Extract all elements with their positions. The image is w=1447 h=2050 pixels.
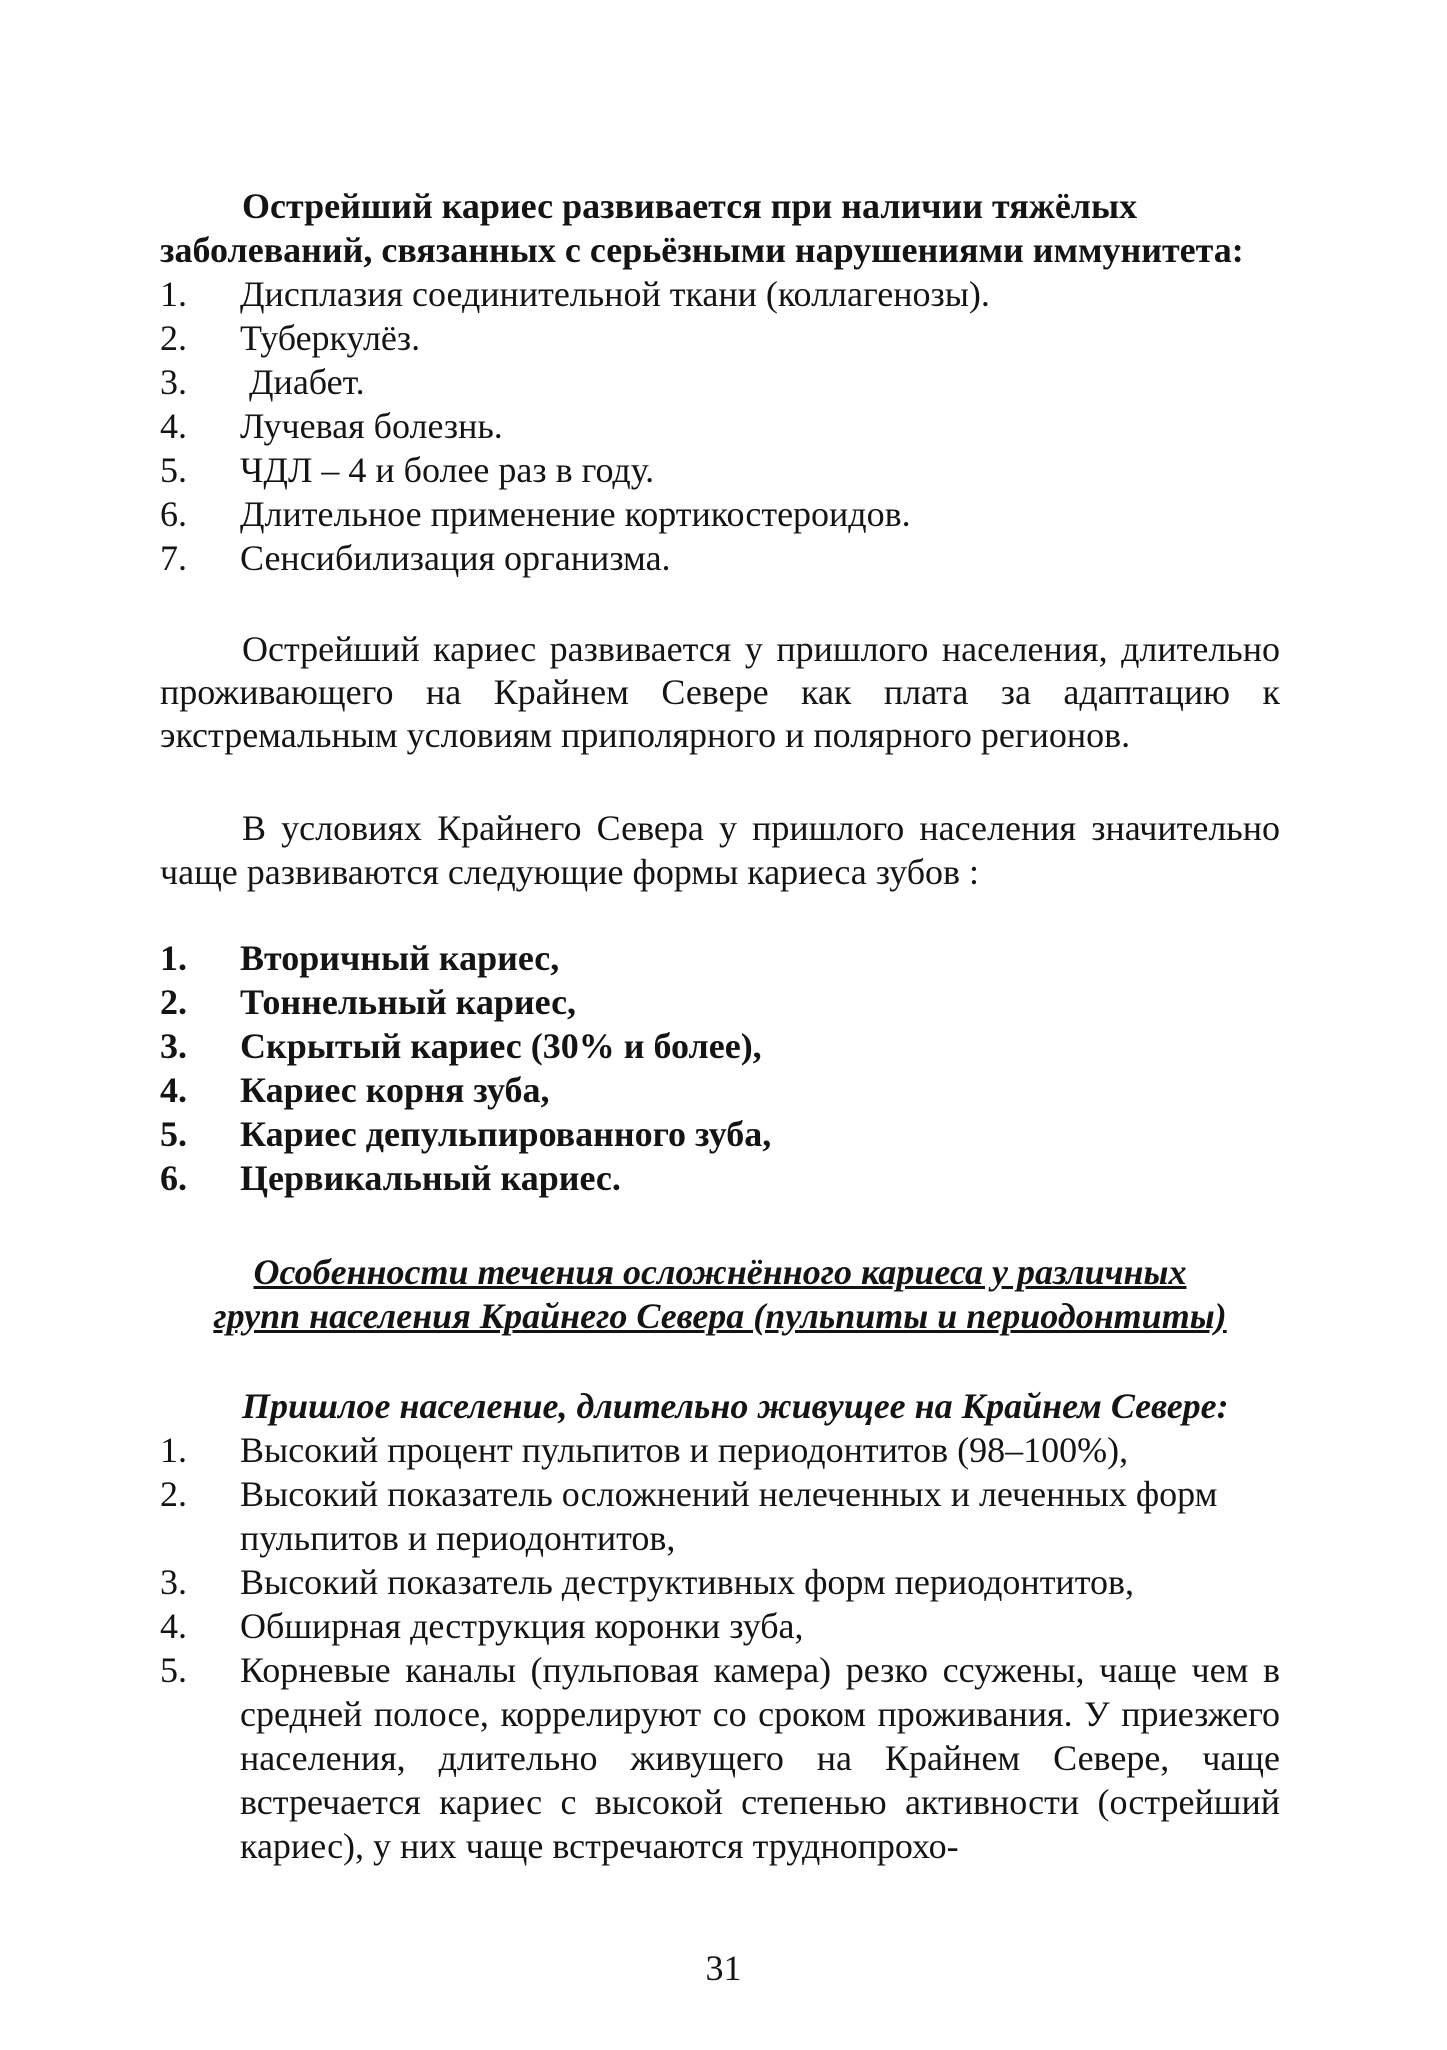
paragraph-forms-intro: В условиях Крайнего Севера у пришлого населения значительно чаще развиваются следующие формы кариеса зубов : (160, 808, 1280, 892)
item-text: Цервикальный кариес. (240, 1158, 621, 1198)
list-item (160, 1428, 1280, 1472)
diseases-list (160, 272, 1280, 580)
item-number: 3. (160, 362, 187, 402)
section-title-line2: групп населения Крайнего Севера (пульпиты и периодонтиты) (213, 1296, 1227, 1336)
item-text: Кариес корня зуба, (240, 1070, 550, 1110)
item-text: ЧДЛ – 4 и более раз в году. (240, 450, 655, 490)
item-number: 3. (160, 1026, 187, 1066)
list-item (160, 316, 1280, 360)
list-item (160, 272, 1280, 316)
section-subheading: Пришлое население, длительно живущее на Крайнем Севере: (242, 1386, 1229, 1426)
item-number: 2. (160, 1474, 187, 1514)
item-text: Вторичный кариес, (240, 938, 560, 978)
list-item (160, 1112, 1280, 1156)
complications-list (160, 1428, 1280, 1868)
item-number: 5. (160, 1114, 187, 1154)
item-number: 1. (160, 1430, 187, 1470)
item-number: 5. (160, 1650, 187, 1690)
list-item (160, 980, 1280, 1024)
intro-heading-line1: Острейший кариес развивается при наличии тяжёлых (242, 186, 1138, 226)
item-text: Высокий процент пульпитов и периодонтитов (98–100%), (240, 1430, 1129, 1470)
list-item (160, 360, 1280, 404)
list-item (160, 404, 1280, 448)
item-text: Кариес депульпированного зуба, (240, 1114, 772, 1154)
item-text: Тоннельный кариес, (240, 982, 577, 1022)
page-number: 31 (705, 1948, 742, 1988)
item-number: 5. (160, 450, 187, 490)
item-number: 2. (160, 318, 187, 358)
item-text: Скрытый кариес (30% и более), (240, 1026, 762, 1066)
section-body (160, 1384, 1280, 1868)
list-item (160, 1068, 1280, 1112)
intro-block (160, 184, 1280, 580)
list-item (160, 536, 1280, 580)
list-item (160, 492, 1280, 536)
item-text: Дисплазия соединительной ткани (коллагенозы). (240, 274, 990, 314)
item-number: 6. (160, 494, 187, 534)
item-text: Длительное применение кортикостероидов. (240, 494, 911, 534)
item-text: Корневые каналы (пульповая камера) резко ссужены, чаще чем в средней полосе, коррелируют со сроком проживания. У приезжего населения, длительно живущего на Крайнем Севере, чаще встречается кариес с высокой степенью активности (острейший кариес), у них чаще встречаются труднопрохо- (240, 1650, 1280, 1866)
item-number: 7. (160, 538, 187, 578)
item-text: Лучевая болезнь. (240, 406, 503, 446)
item-number: 1. (160, 274, 187, 314)
list-item (160, 1024, 1280, 1068)
section-title (160, 1250, 1280, 1338)
item-number: 2. (160, 982, 187, 1022)
intro-heading-line2: заболеваний, связанных с серьёзными нарушениями иммунитета: (160, 230, 1244, 270)
item-text: Высокий показатель осложнений нелеченных и леченных форм пульпитов и периодонтитов, (240, 1474, 1218, 1558)
item-text: Обширная деструкция коронки зуба, (240, 1606, 804, 1646)
caries-forms-block (160, 936, 1280, 1200)
list-item (160, 1604, 1280, 1648)
item-number: 4. (160, 1606, 187, 1646)
item-number: 4. (160, 406, 187, 446)
item-text: Туберкулёз. (240, 318, 421, 358)
item-text: Высокий показатель деструктивных форм периодонтитов, (240, 1562, 1134, 1602)
list-item (160, 936, 1280, 980)
item-text: Диабет. (240, 362, 365, 402)
list-item (160, 1560, 1280, 1604)
item-text: Сенсибилизация организма. (240, 538, 671, 578)
list-item (160, 1472, 1280, 1560)
list-item (160, 448, 1280, 492)
item-number: 6. (160, 1158, 187, 1198)
item-number: 1. (160, 938, 187, 978)
section-title-line1: Особенности течения осложнённого кариеса у различных (253, 1252, 1187, 1292)
caries-forms-list (160, 936, 1280, 1200)
list-item (160, 1156, 1280, 1200)
paragraph-adaptation: Острейший кариес развивается у пришлого населения, длительно проживающего на Крайнем Севере как плата за адаптацию к экстремальным условиям приполярного и полярного регионов. (160, 629, 1280, 755)
item-number: 3. (160, 1562, 187, 1602)
item-number: 4. (160, 1070, 187, 1110)
list-item (160, 1648, 1280, 1868)
